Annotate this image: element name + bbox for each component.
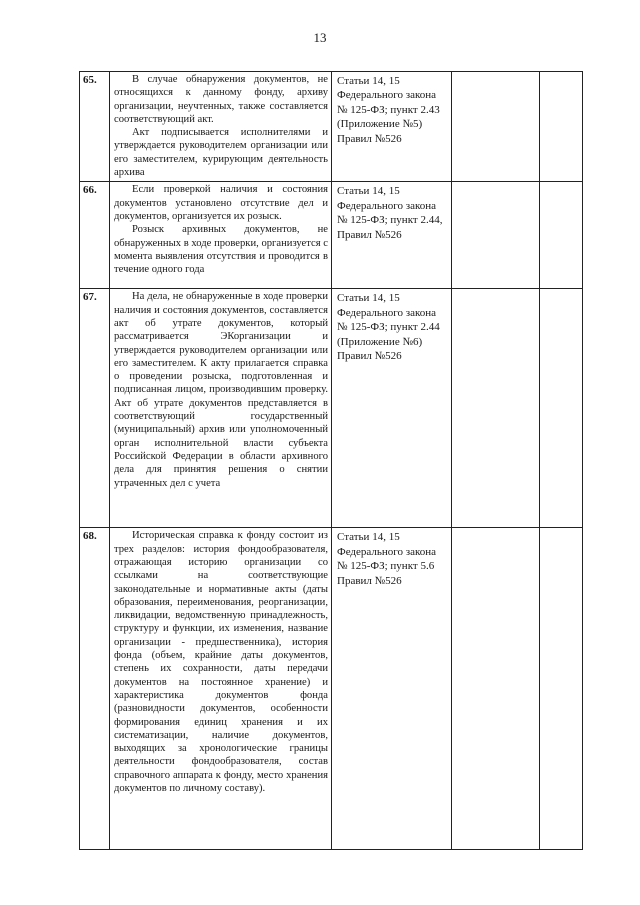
legal-reference: Статьи 14, 15 Федерального закона № 125-ФЗ; пункт 2.44, Правил №526: [332, 182, 452, 289]
row-content: [110, 182, 332, 289]
empty-cell: [540, 289, 583, 528]
row-number: 67.: [80, 289, 110, 528]
legal-reference: Статьи 14, 15 Федерального закона № 125-ФЗ; пункт 2.43 (Приложение №5) Правил №526: [332, 72, 452, 182]
row-content: [110, 72, 332, 182]
empty-cell: [540, 528, 583, 850]
paragraph: На дела, не обнаруженные в ходе проверки наличия и состояния документов, составляется акт об утрате документов, который рассматривается ЭКорганизации и утверждается руководителем организации или его заместителем. К акту прилагается справка о проведении розыска, подготовленная и подписанная лицом, производившим проверку. Акт об утрате документов представляется в соответствующий государственный (муниципальный) архив или уполномоченный орган исполнительной власти субъекта Российской Федерации в области архивного дела для принятия решения о снятии утраченных дел с учета: [114, 291, 328, 489]
paragraph: Историческая справка к фонду состоит из трех разделов: история фондообразователя, отражающая историю организации со ссылками на соответствующие законодательные и нормативные акты (даты образования, переименования, реорганизации, ликвидации, ведомственную принадлежность, структуру и функции, их изменения, название организации - предшественника), история фонда (объем, крайние даты документов, степень их сохранности, даты передачи документов на постоянное хранение) и характеристика документов фонда (разновидности документов, особенности формирования единиц хранения и их систематизации, наличие документов, выходящих за хронологические границы деятельности фондообразователя, состав справочного аппарата к фонду, место хранения документов по личному составу).: [114, 530, 328, 795]
row-number: 68.: [80, 528, 110, 850]
requirements-table: [79, 71, 583, 850]
row-number: 65.: [80, 72, 110, 182]
page-number: 13: [313, 30, 327, 45]
row-content: [110, 528, 332, 850]
paragraph: В случае обнаружения документов, не относящихся к данному фонду, архиву организации, неучтенных, также составляется соответствующий акт.: [114, 74, 328, 125]
paragraph: Розыск архивных документов, не обнаруженных в ходе проверки, организуется с момента выявления отсутствия и проводится в течение одного года: [114, 224, 328, 276]
paragraph: Акт подписывается исполнителями и утверждается руководителем организации или его заместителем, курирующим деятельность архива: [114, 127, 328, 179]
empty-cell: [540, 72, 583, 182]
empty-cell: [452, 289, 540, 528]
table-row: [80, 72, 583, 182]
legal-reference: Статьи 14, 15 Федерального закона № 125-ФЗ; пункт 5.6 Правил №526: [332, 528, 452, 850]
empty-cell: [452, 182, 540, 289]
empty-cell: [452, 72, 540, 182]
empty-cell: [540, 182, 583, 289]
empty-cell: [452, 528, 540, 850]
paragraph: Если проверкой наличия и состояния документов установлено отсутствие дел и документов, организуется их розыск.: [114, 184, 328, 222]
row-number: 66.: [80, 182, 110, 289]
row-content: [110, 289, 332, 528]
table-row: [80, 182, 583, 289]
table-row: [80, 289, 583, 528]
legal-reference: Статьи 14, 15 Федерального закона № 125-ФЗ; пункт 2.44 (Приложение №6) Правил №526: [332, 289, 452, 528]
table-row: [80, 528, 583, 850]
